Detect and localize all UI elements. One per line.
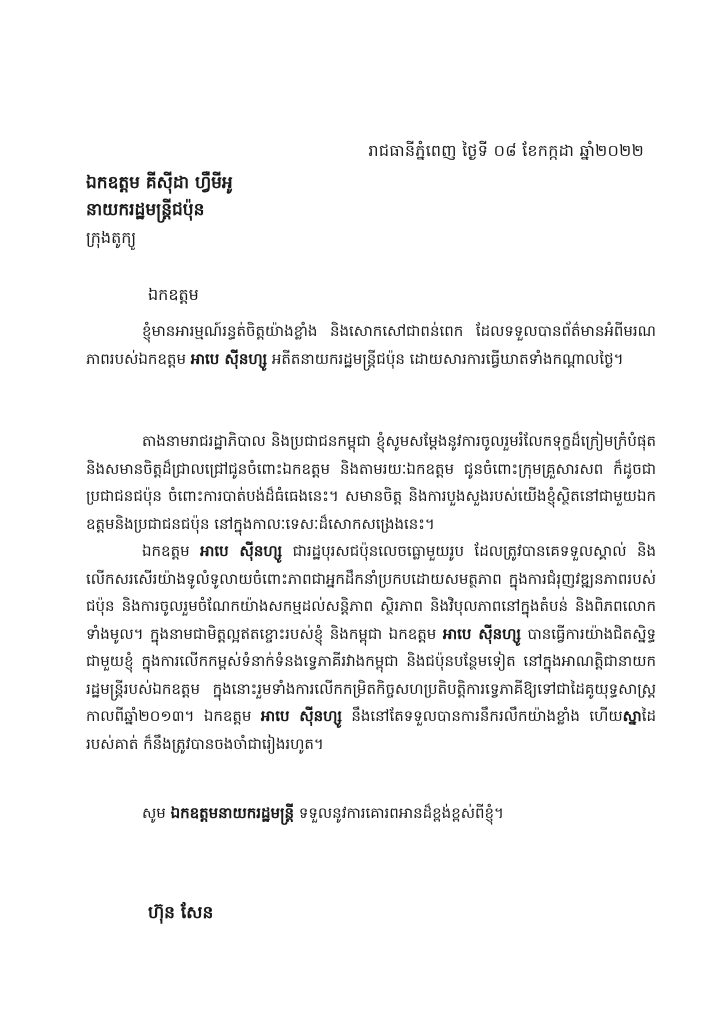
paragraph-tribute	[86, 538, 656, 758]
p1-text-1: ខ្ញុំមានអារម្មណ៍រន្ធត់ចិត្តយ៉ាងខ្លាំង និងសោកសៅជាពន់ពេក ដែលទទួលបានព័ត៌មានអំពីមរណភាពរបស់ឯកឧត្តម	[86, 322, 656, 368]
paragraph-condolence-news	[86, 318, 656, 373]
p4-text-1: សូម	[142, 804, 171, 822]
paragraph-closing	[86, 800, 656, 828]
paragraph-sympathy: តាងនាមរាជរដ្ឋាភិបាល និងប្រជាជនកម្ពុជា ខ្ញុំសូមសម្តែងនូវការចូលរួមរំលែកទុក្ខដ៏ក្រៀមក្រំបំផុត និងសមានចិត្តដ៏ជ្រាលជ្រៅជូនចំពោះឯកឧត្តម និងតាមរយៈឯកឧត្តម ជូនចំពោះក្រុមគ្រួសារសព ក៏ដូចជាប្រជាជនជប៉ុន ចំពោះការបាត់បង់ដ៏ធំធេងនេះ។ សមានចិត្ត និងការបួងសួងរបស់យើងខ្ញុំស្ថិតនៅជាមួយឯកឧត្តមនិងប្រជាជនជប៉ុន នៅក្នុងកាលៈទេសៈដ៏សោកសង្រេងនេះ។	[86, 432, 656, 533]
recipient-name: ឯកឧត្តម គីស៊ីដា ហ្វឺមីអូ	[86, 173, 233, 193]
p3-text-2: ជារដ្ឋបុរសជប៉ុនលេចធ្លោមួយរូប ដែលត្រូវបានគេទទួលស្គាល់ និងលើកសរសើរយ៉ាងទូលំទូលាយចំពោះភាពជាអ្នកដឹកនាំប្រកបដោយសមត្ថភាព ក្នុងការជំរុញវឌ្ឍនភាពរបស់ជប៉ុន និងការចូលរួមចំណែកយ៉ាងសកម្មដល់សន្តិភាព ស្ថិរភាព និងវិបុលភាពនៅក្នុងតំបន់ និងពិភពលោកទាំងមូល។ ក្នុងនាមជាមិត្តល្អឥតខ្ចោះរបស់ខ្ញុំ និងកម្ពុជា ឯកឧត្តម	[86, 542, 656, 643]
salutation: ឯកឧត្តម	[148, 285, 199, 304]
p3-text-3: បានធ្វើការយ៉ាងជិតស្និទ្ធជាមួយខ្ញុំ ក្នុងការលើកកម្ពស់ទំនាក់ទំនងទ្វេភាគីរវាងកម្ពុជា និងជប៉ុនបន្ថែមទៀត នៅក្នុងអាណត្តិជានាយករដ្ឋមន្ត្រីរបស់ឯកឧត្តម ក្នុងនោះរួមទាំងការលើកកម្រិតកិច្ចសហប្រតិបត្តិការទ្វេភាគីឱ្យទៅជាដៃគូយុទ្ធសាស្ត្រ កាលពីឆ្នាំ២០១៣។ ឯកឧត្តម	[86, 624, 657, 725]
p3-text-4: នឹងនៅតែទទួលបានការនឹករលឹកយ៉ាងខ្លាំង ហើយ	[341, 707, 623, 725]
date-line: រាជធានីភ្នំពេញ ថ្ងៃទី ០៨ ខែកក្កដា ឆ្នាំ២០២២	[368, 141, 644, 160]
p3-text-1: ឯកឧត្តម	[142, 542, 201, 560]
recipient-block	[86, 170, 233, 251]
recipient-city: ក្រុងតូក្យូ	[86, 228, 137, 247]
p3-name-abe-2: អាបេ ស៊ីនហ្សូ	[442, 624, 521, 643]
p3-bold-fragment: ស្នា	[622, 707, 642, 725]
p3-name-abe-3: អាបេ ស៊ីនហ្សូ	[260, 707, 342, 725]
p4-text-2: ទទួលនូវការគោរពអានដ៏ខ្ពង់ខ្ពស់ពីខ្ញុំ។	[294, 804, 504, 822]
p3-text-5: ដៃរបស់គាត់ ក៏នឹងត្រូវបានចងចាំជារៀងរហូត។	[86, 707, 656, 753]
p1-name-abe: អាបេ ស៊ីនហ្សូ	[190, 349, 268, 368]
p1-text-2: អតីតនាយករដ្ឋមន្ត្រីជប៉ុន ដោយសារការធ្វើឃាតទាំងកណ្តាលថ្ងៃ។	[267, 349, 624, 368]
signature-name: ហ៊ុន សែន	[148, 903, 214, 923]
p4-title-pm: ឯកឧត្តមនាយករដ្ឋមន្ត្រី	[170, 804, 295, 822]
recipient-title: នាយករដ្ឋមន្ត្រីជប៉ុន	[86, 200, 205, 220]
p3-name-abe-1: អាបេ ស៊ីនហ្សូ	[200, 542, 283, 560]
